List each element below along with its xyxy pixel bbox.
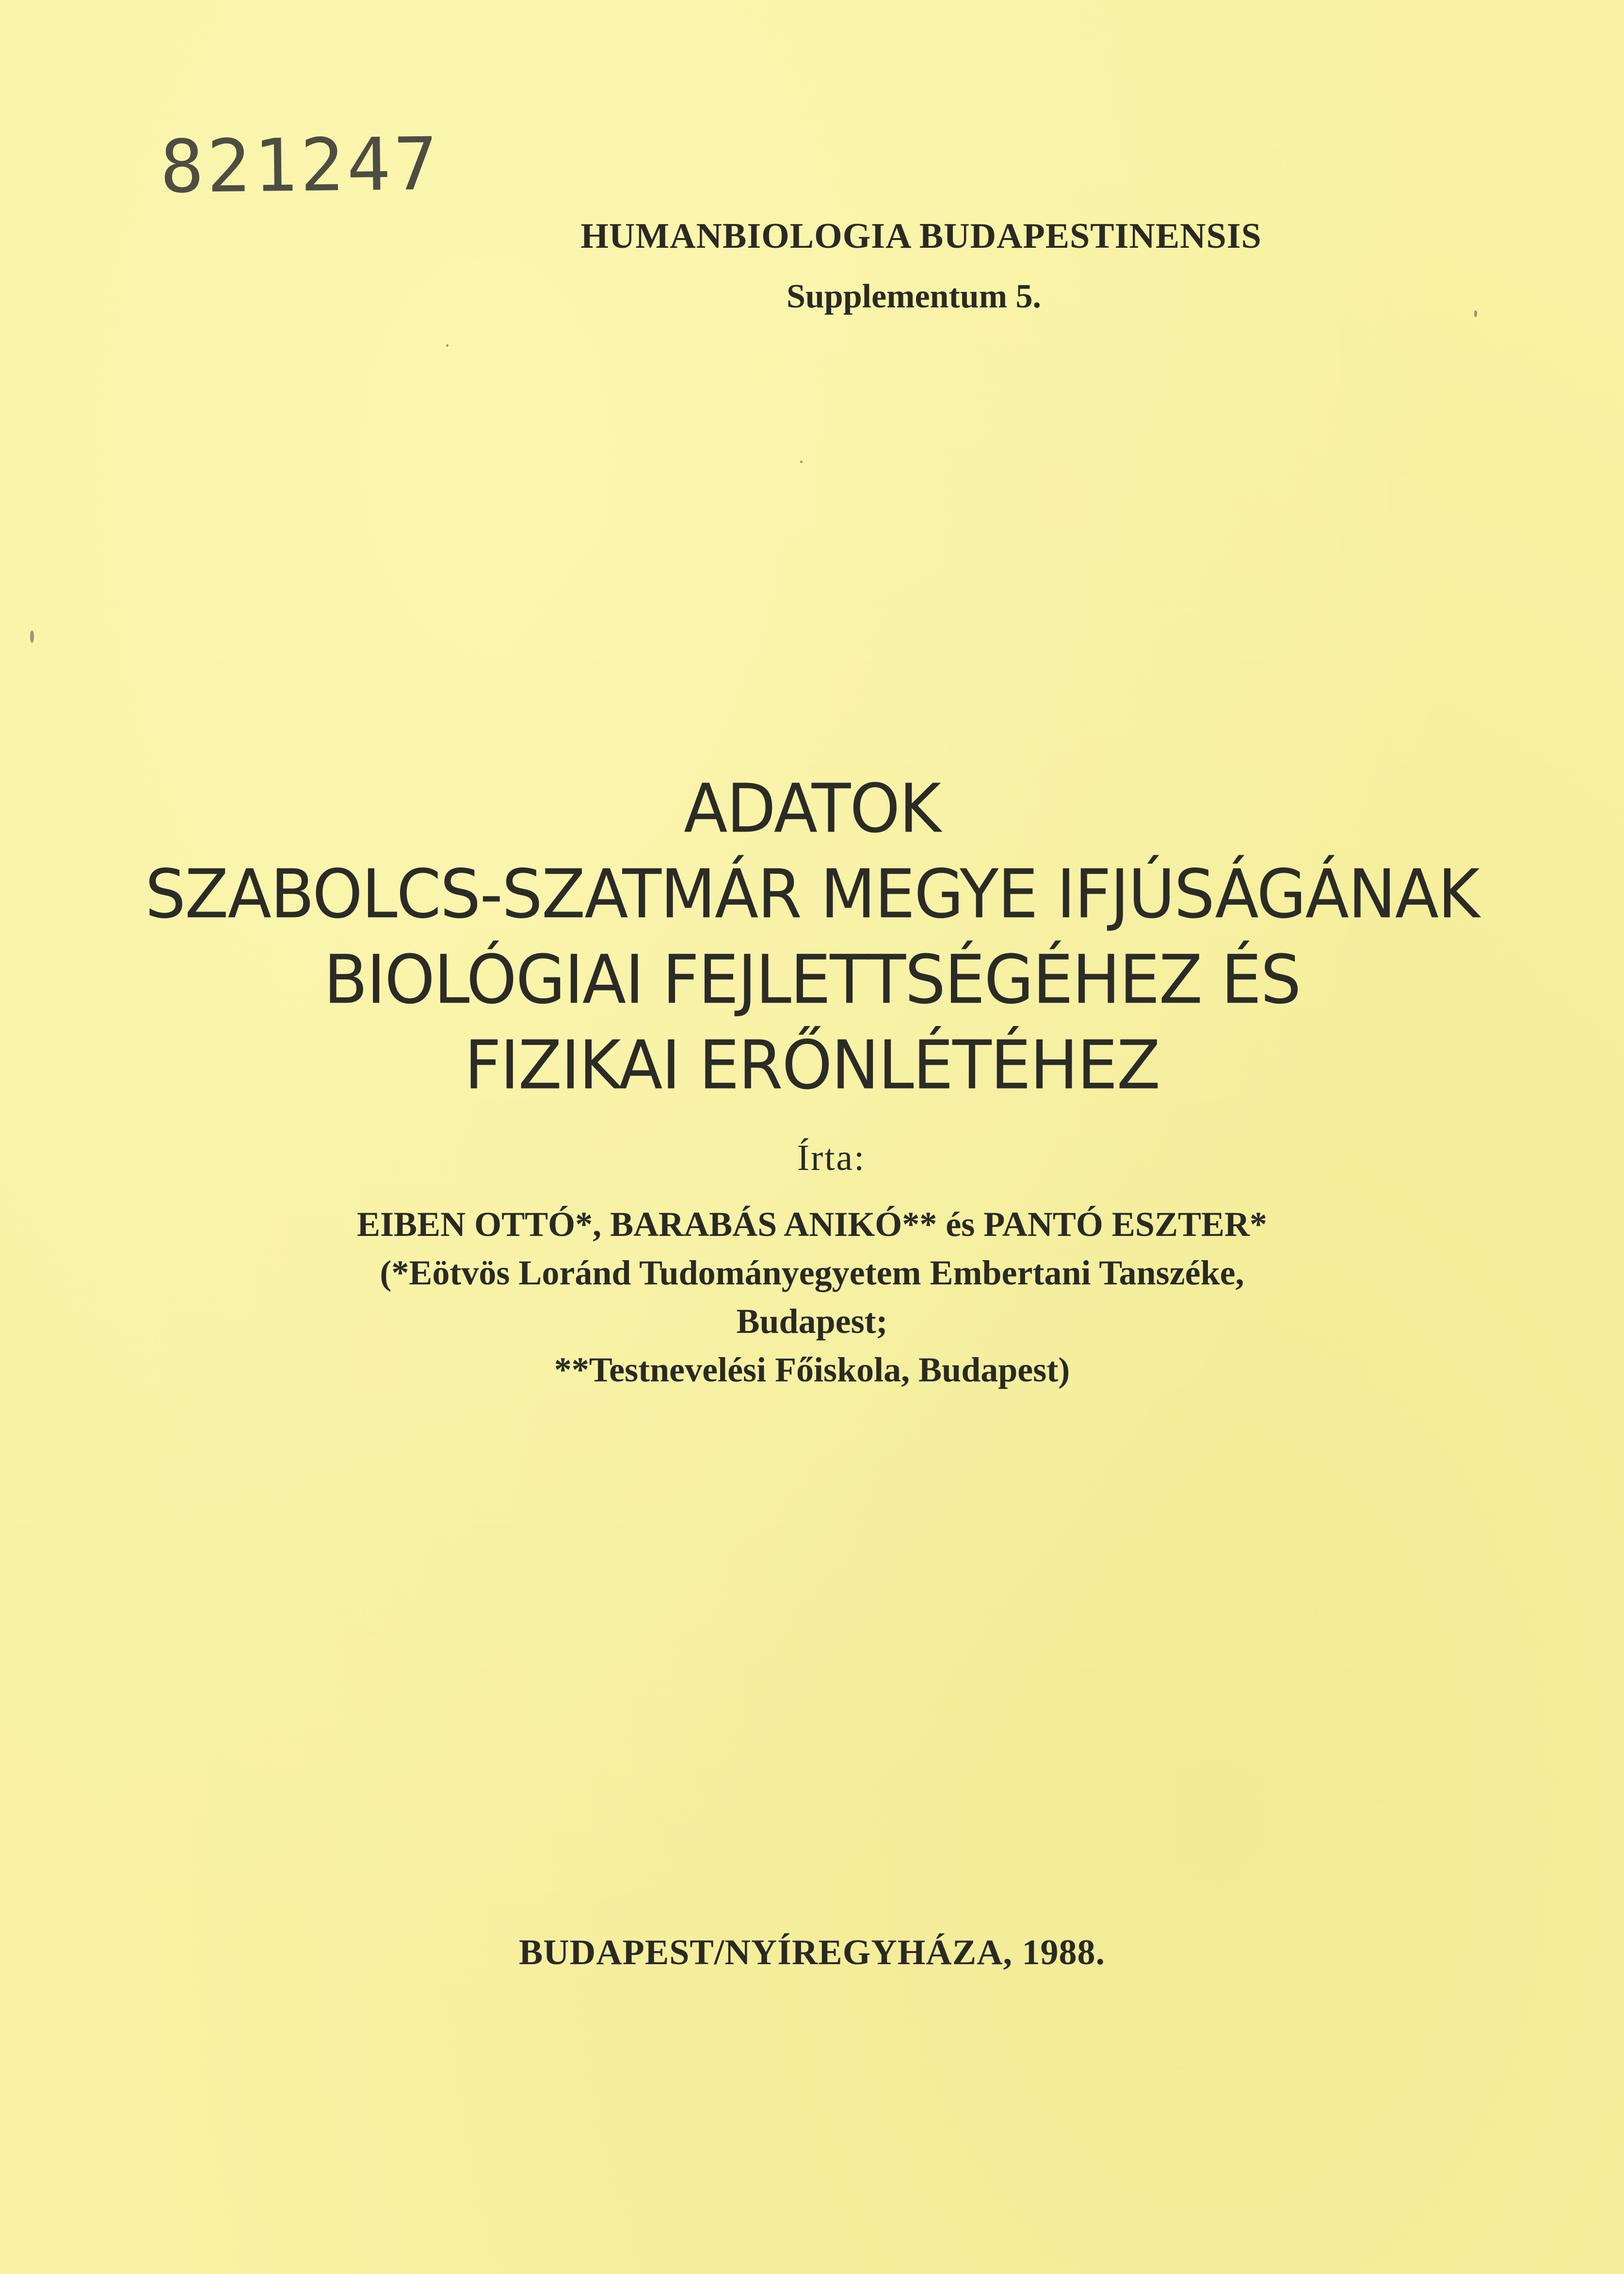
authors-block bbox=[0, 1200, 1624, 1394]
imprint-place-year: BUDAPEST/NYÍREGYHÁZA, 1988. bbox=[518, 1933, 1106, 1972]
inventory-number-stamp: 821247 bbox=[160, 122, 441, 210]
title-line: BIOLÓGIAI FEJLETTSÉGÉHEZ ÉS bbox=[323, 941, 1301, 1019]
paper-speck bbox=[800, 461, 803, 463]
authors-names: EIBEN OTTÓ*, BARABÁS ANIKÓ** és PANTÓ ESZTER* bbox=[356, 1205, 1268, 1244]
supplement-number: Supplementum 5. bbox=[786, 278, 1042, 315]
title-line: SZABOLCS-SZATMÁR MEGYE IFJÚSÁGÁNAK bbox=[145, 855, 1479, 934]
byline-label: Írta: bbox=[797, 1137, 866, 1178]
series-title: HUMANBIOLOGIA BUDAPESTINENSIS bbox=[580, 216, 1262, 256]
title-line: ADATOK bbox=[684, 769, 940, 849]
paper-speck bbox=[1474, 310, 1477, 317]
paper-speck bbox=[446, 344, 449, 347]
title-line: FIZIKAI ERŐNLÉTÉHEZ bbox=[464, 1026, 1160, 1105]
affiliation-line: **Testnevelési Főiskola, Budapest) bbox=[554, 1350, 1070, 1389]
affiliation-line: Budapest; bbox=[736, 1302, 888, 1341]
main-title bbox=[0, 766, 1624, 1108]
paper-speck bbox=[30, 630, 34, 643]
affiliation-line: (*Eötvös Loránd Tudományegyetem Embertani Tanszéke, bbox=[380, 1253, 1244, 1292]
